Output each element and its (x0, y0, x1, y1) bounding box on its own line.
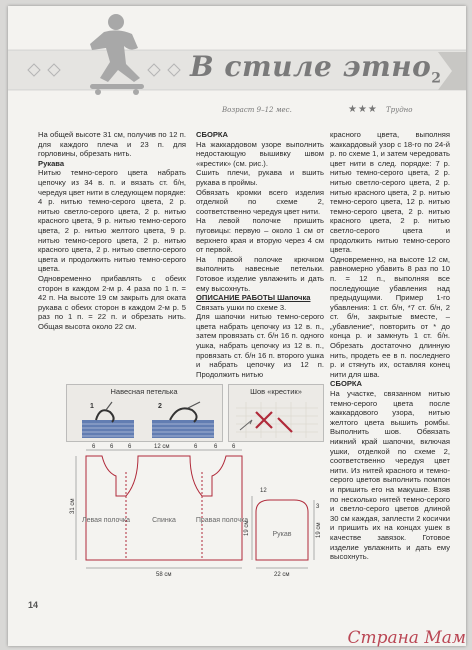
body-outline (86, 456, 242, 560)
dim-58: 58 см (156, 572, 172, 578)
right-front-label: Правая полочка (195, 517, 249, 524)
dim-3: 3 (316, 504, 320, 510)
difficulty-stars: ★★★ (348, 104, 378, 115)
section-heading: СБОРКА (330, 379, 363, 389)
difficulty-label: Трудно (386, 106, 413, 114)
sleeve-outline (256, 500, 308, 560)
dim-12-sleeve: 12 (260, 488, 267, 494)
meta-row (8, 104, 466, 122)
dim-6-d: 6 (194, 444, 198, 450)
step-1-label: 1 (90, 403, 94, 410)
dim-19: 19 см (244, 520, 250, 536)
page-number: 14 (28, 600, 39, 610)
loop-title: Навесная петелька (110, 387, 178, 396)
watermark-logo: Страна Мам (347, 628, 466, 648)
paragraph: 4 р. нитью темно-серого цвета, 2 р. нитью светло-серого цвета, 2 р. нитью красного цвета, 9 р. нитью темно-серого цвета, 2 р. нитью желтого цвета, 9 р. нитью темно-серого цвета, 2 р. нитью красного цвета, 2 р. нитью светло-серого цвета и продолжить нитью темно-серого цвета. (38, 197, 186, 274)
dim-6-a: 6 (92, 444, 96, 450)
dim-6-c: 6 (128, 444, 132, 450)
dim-19b: 19 см (316, 522, 322, 538)
section-heading: Рукава (38, 158, 65, 168)
back-label: Спинка (152, 517, 176, 524)
paragraph: Нитью темно-серого цвета набрать цепочку из 34 в. п. и вязать ст. б/н, чередуя цвет нити в следующем порядке: (38, 168, 186, 197)
page-title: В стиле этно$_2$ (190, 50, 442, 87)
dim-12: 12 см (154, 444, 170, 450)
paragraph: красного цвета, выполняя жаккардовый узор с 18-го по 24-й р. по схеме 1, и затем чередовать цвет нити в след. порядке: 7 р. нитью темно-серого цвета, 2 р. нитью светло-серого цвета, 2 р. нитью красного цвета, 2 р. нитью темно-серого цвета, 12 р. нитью темно-серого цвета, 2 р. нитью красного цвета, 2 р. нитью светло-серого цвета и продолжить нитью темно-серого цвета. (330, 130, 451, 255)
paragraph: Одновременно, на высоте 12 см, равномерно убавить 8 раз по 10 п. = 12 п., выполняя все последующие убавления над предыдущими. Пример 1-го убавления: 1 ст. б/н, *7 ст. б/н, 2 ст. б/н, закрытые вместе, – „убавление“, повторить от * до конца р. и замкнуть 1 ст. б/н. Обрезать достаточно длинную нить, продеть ее в п. последнего р. и стянуть их, оставляя конец нити для шва. (330, 254, 450, 379)
paragraph: На участке, связанном нитью темно-серого цвета после жаккардового узора, нитью желтого цвета вышить ромбы. Выполнить шов. Обвязать нижний край шапочки, включая ушки, отделкой по схеме 2, соответственно чередуя цвет нити. Из нитей красного и темно-серого цветов выполнить помпон и пришить его на макушке. Взяв по несколько нитей темно-серого и светло-серого цветов длиной 30 см каждая, заплести 2 косички и пришить их на концах ушек в качестве завязок. Готовое изделие увлажнить и дать ему высохнуть. (330, 389, 450, 562)
paragraph: На общей высоте 31 см, получив по 12 п. для каждого плеча и 23 п. для горловины, обрезать нить. (38, 130, 186, 159)
dim-22: 22 см (274, 572, 290, 578)
age-label: Возраст 9–12 мес. (222, 106, 292, 114)
paragraph: Одновременно прибавлять с обеих сторон в каждом 2-м р. 4 раза по 1 п. = 42 п. На высоте 19 см закрыть для оката рукава с обеих сторон в каждом 2-м р. 5 раз по 1 п. = 22 п. и обрезать нить. Общая высота около 22 см. (38, 273, 186, 331)
section-heading: СБОРКА (196, 130, 229, 139)
text-column-1 (38, 130, 186, 331)
technique-illustrations (66, 384, 324, 442)
paragraph: Обвязать кромки всего изделия отделкой по схеме 2, соответственно чередуя цвет нити. (196, 187, 324, 216)
magazine-page (8, 6, 466, 646)
step-2-label: 2 (158, 403, 162, 410)
paragraph: На жаккардовом узоре выполнить недостающую вышивку швом «крестик» (см. рис.). (196, 139, 324, 168)
sleeve-label: Рукав (272, 531, 292, 538)
paragraph: Связать ушки по схеме 3. (196, 302, 287, 312)
dim-6-e: 6 (214, 444, 218, 450)
paragraph: Сшить плечи, рукава и вшить рукава в проймы. (196, 168, 324, 187)
paragraph: На правой полочке крючком выполнить навесные петельки. Готовое изделие увлажнить и дать ему высохнуть. (196, 254, 324, 293)
pattern-schematic (66, 442, 324, 586)
paragraph: Для шапочки нитью темно-серого цвета набрать цепочку из 12 в. п., затем провязать ст. б/н 16 п. одного ушка, набрать цепочку из 12 в. п., провязать ст. б/н 16 п. второго ушка и набрать цепочку из 12 п. Продолжить нитью (196, 312, 324, 379)
section-heading: ОПИСАНИЕ РАБОТЫ Шапочка (196, 293, 311, 303)
text-column-3 (330, 130, 450, 562)
dim-31: 31 см (70, 498, 76, 514)
left-front-label: Левая полочка (82, 517, 130, 524)
paragraph: На левой полочке пришить пуговицы: первую – около 1 см от верхнего края и вторую через 4 см от первой. (196, 216, 324, 255)
cross-stitch-title: Шов «крестик» (250, 387, 302, 396)
dim-6-b: 6 (110, 444, 114, 450)
text-column-2 (196, 130, 324, 379)
dim-6-f: 6 (232, 444, 236, 450)
